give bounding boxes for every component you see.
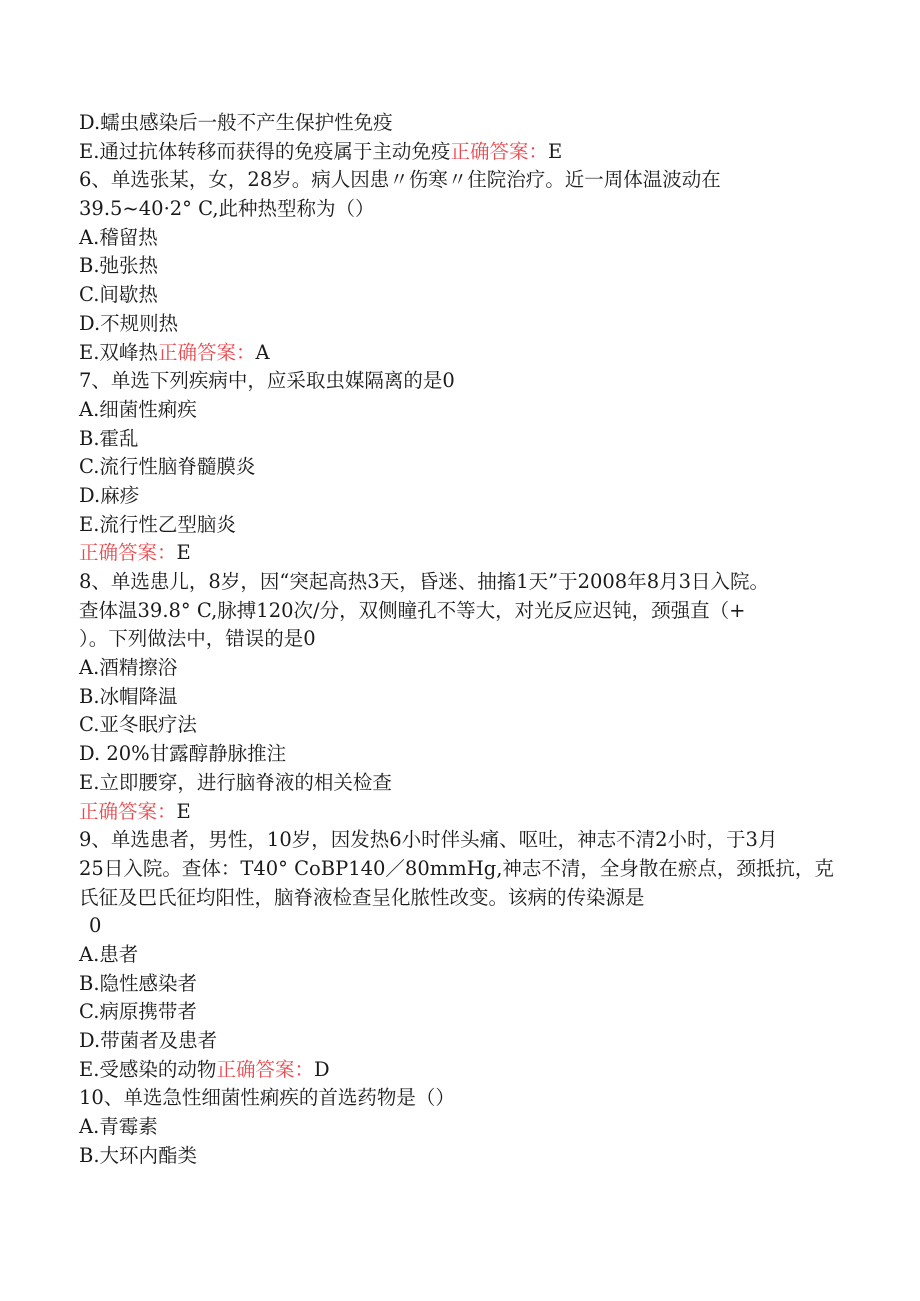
answer-value: D [313, 1057, 330, 1081]
line-text: B.隐性感染者 [79, 971, 198, 995]
text-line [79, 798, 839, 827]
line-text: 0 [89, 914, 102, 938]
text-line [79, 310, 839, 339]
text-line [79, 597, 839, 626]
line-text: 39.5~40·2° C,此种热型称为（） [79, 197, 375, 221]
line-text: A.细菌性痢疾 [79, 397, 197, 421]
line-text: C.亚冬眠疗法 [79, 713, 197, 737]
text-line [79, 625, 839, 654]
line-text: 10、单选急性细菌性痢疾的首选药物是（） [79, 1086, 455, 1110]
text-line [79, 1142, 839, 1171]
answer-value: A [255, 340, 270, 364]
text-line [79, 683, 839, 712]
text-line [79, 568, 839, 597]
text-line [79, 1113, 839, 1142]
text-line [79, 912, 839, 941]
answer-label: 正确答案： [216, 1057, 314, 1081]
line-text: C.流行性脑脊髓膜炎 [79, 455, 256, 479]
text-line [79, 884, 839, 913]
text-line [79, 855, 839, 884]
answer-value: E [176, 799, 191, 823]
text-line [79, 166, 839, 195]
text-line [79, 511, 839, 540]
line-text: C.间歇热 [79, 283, 158, 307]
line-text: A.青霉素 [79, 1115, 158, 1139]
line-text: 8、单选患儿，8岁，因“突起高热3天，昏迷、抽搐1天”于2008年8月3日入院。 [79, 570, 770, 593]
text-line [79, 339, 839, 368]
answer-label: 正确答案： [450, 139, 548, 163]
line-text: C.病原携带者 [79, 1000, 197, 1024]
text-line [79, 539, 839, 568]
line-text: 7、单选下列疾病中，应采取虫媒隔离的是0 [79, 369, 455, 393]
line-text: 9、单选患者，男性，10岁，因发热6小时伴头痛、呕吐，神志不清2小时，于3月 [79, 828, 778, 852]
text-line [79, 252, 839, 281]
document-page [79, 109, 839, 1170]
line-text: A.酒精擦浴 [79, 656, 178, 680]
line-text: A.患者 [79, 942, 139, 966]
line-text: ）。下列做法中，错误的是0 [79, 627, 316, 651]
line-text: A.稽留热 [79, 225, 158, 249]
answer-value: E [547, 139, 563, 163]
text-line [79, 826, 839, 855]
text-line [79, 425, 839, 454]
text-line [79, 224, 839, 253]
text-line [79, 970, 839, 999]
line-text: E.通过抗体转移而获得的免疫属于主动免疫 [79, 139, 451, 163]
text-line [79, 941, 839, 970]
text-line [79, 367, 839, 396]
answer-label: 正确答案： [157, 340, 256, 364]
text-line [79, 109, 839, 138]
text-line [79, 654, 839, 683]
line-text: 氏征及巴氏征均阳性，脑脊液检查呈化脓性改变。该病的传染源是 [79, 885, 645, 909]
line-text: E.立即腰穿，进行脑脊液的相关检查 [79, 770, 392, 794]
text-line [79, 1056, 839, 1085]
text-line [79, 396, 839, 425]
line-text: B.冰帽降温 [79, 684, 178, 708]
text-line [79, 998, 839, 1027]
text-line [79, 453, 839, 482]
line-text: B.大环内酯类 [79, 1143, 198, 1167]
answer-value: E [176, 541, 191, 565]
line-text: E.流行性乙型脑炎 [79, 512, 236, 536]
line-text: 查体温39.8° C,脉搏120次/分，双侧瞳孔不等大，对光反应迟钝，颈强直（+ [79, 598, 746, 622]
line-text: B.弛张热 [79, 254, 159, 278]
text-line [79, 281, 839, 310]
line-text: D.不规则热 [79, 311, 179, 335]
line-text: E.受感染的动物 [79, 1057, 217, 1081]
text-line [79, 1027, 839, 1056]
line-text: D.麻疹 [79, 483, 140, 507]
line-text: D. 20%甘露醇静脉推注 [79, 742, 287, 766]
text-line [79, 740, 839, 769]
text-line [79, 482, 839, 511]
text-line [79, 711, 839, 740]
line-text: D.蠕虫感染后一般不产生保护性免疫 [79, 111, 393, 134]
line-text: B.霍乱 [79, 426, 139, 450]
text-line [79, 195, 839, 224]
text-line [79, 769, 839, 798]
line-text: 6、单选张某，女，28岁。病人因患〃伤寒〃住院治疗。近一周体温波动在 [79, 168, 721, 192]
answer-label: 正确答案： [79, 799, 177, 823]
line-text: D.带菌者及患者 [79, 1029, 218, 1052]
text-line [79, 1084, 839, 1113]
line-text: 25日入院。查体：T40° CoBP140／80mmHg,神志不清，全身散在瘀点，颈抵抗，克 [79, 856, 834, 880]
answer-label: 正确答案： [79, 541, 177, 565]
text-line [79, 138, 839, 167]
line-text: E.双峰热 [79, 340, 158, 364]
